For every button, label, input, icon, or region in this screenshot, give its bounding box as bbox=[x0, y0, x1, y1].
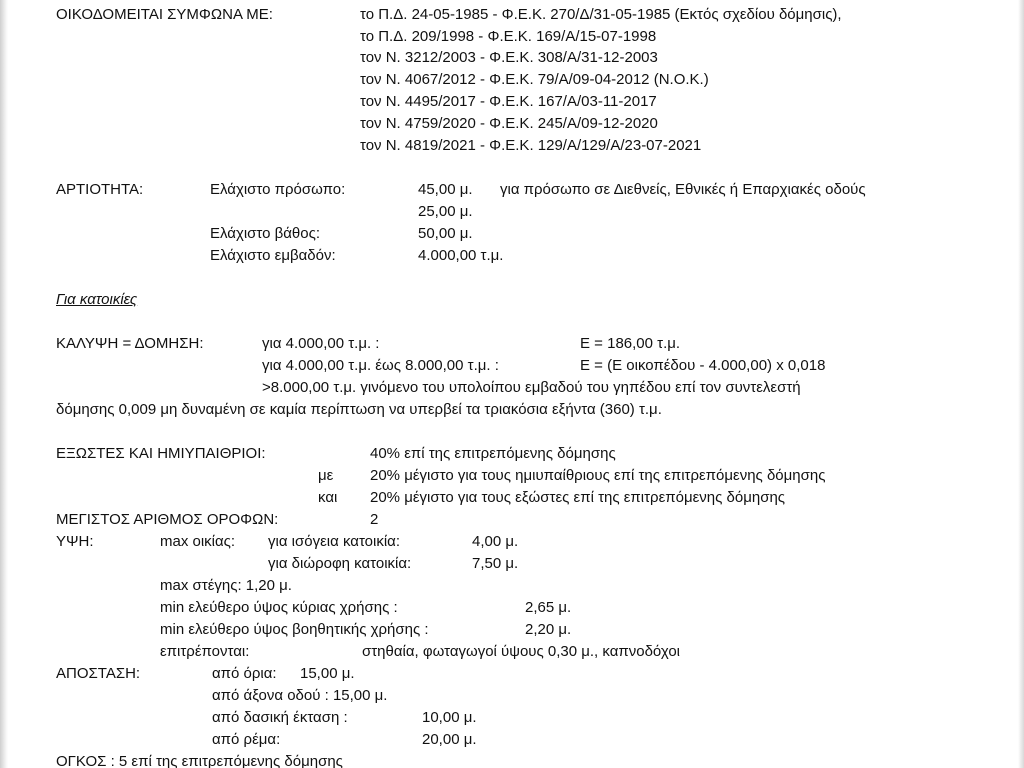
balconies-label: ΕΞΩΣΤΕΣ ΚΑΙ ΗΜΙΥΠΑΙΘΡΙΟΙ: bbox=[56, 445, 266, 462]
forest-label: από δασική έκταση : bbox=[212, 709, 348, 726]
coverage-condition-1: για 4.000,00 τ.μ. : bbox=[262, 335, 380, 352]
borders-value: 15,00 μ. bbox=[300, 665, 355, 682]
law-line: το Π.Δ. 24-05-1985 - Φ.Ε.Κ. 270/Δ/31-05-1985 (Εκτός σχεδίου δόμησις), bbox=[360, 6, 842, 23]
max-roof: max στέγης: 1,20 μ. bbox=[160, 577, 292, 594]
height-label: ΥΨΗ: bbox=[56, 533, 94, 550]
two-storey-label: για διώροφη κατοικία: bbox=[268, 555, 412, 572]
frontage-label: Ελάχιστο πρόσωπο: bbox=[210, 181, 346, 198]
artiotita-label: ΑΡΤΙΟΤΗΤΑ: bbox=[56, 181, 144, 198]
coverage-condition-3: >8.000,00 τ.μ. γινόμενο του υπολοίπου εμβαδού του γηπέδου επί τον συντελεστή bbox=[262, 379, 801, 396]
balconies-line-3: 20% μέγιστο για τους εξώστες επί της επιτρεπόμενης δόμησης bbox=[370, 489, 786, 506]
balconies-line-2: 20% μέγιστο για τους ημιυπαίθριους επί της επιτρεπόμενης δόμησης bbox=[370, 467, 826, 484]
law-line: τον Ν. 3212/2003 - Φ.Ε.Κ. 308/Α/31-12-2003 bbox=[360, 49, 658, 66]
ground-floor-label: για ισόγεια κατοικία: bbox=[268, 533, 401, 550]
road-axis-distance: από άξονα οδού : 15,00 μ. bbox=[212, 687, 388, 704]
allowed-value: στηθαία, φωταγωγοί ύψους 0,30 μ., καπνοδόχοι bbox=[362, 643, 681, 660]
law-line: τον Ν. 4819/2021 - Φ.Ε.Κ. 129/Α/129/Α/23-07-2021 bbox=[360, 137, 702, 154]
coverage-continuation: δόμησης 0,009 μη δυναμένη σε καμία περίπτωση να υπερβεί τα τριακόσια εξήντα (360) τ.μ. bbox=[56, 401, 662, 418]
floors-value: 2 bbox=[370, 511, 379, 528]
area-label: Ελάχιστο εμβαδόν: bbox=[210, 247, 336, 264]
balconies-conj-2: με bbox=[318, 467, 334, 484]
frontage-value: 45,00 μ. bbox=[418, 181, 473, 198]
balconies-conj-3: και bbox=[318, 489, 338, 506]
min-main-height-label: min ελεύθερο ύψος κύριας χρήσης : bbox=[160, 599, 398, 616]
depth-label: Ελάχιστο βάθος: bbox=[210, 225, 321, 242]
forest-value: 10,00 μ. bbox=[422, 709, 477, 726]
frontage-value-2: 25,00 μ. bbox=[418, 203, 473, 220]
depth-value: 50,00 μ. bbox=[418, 225, 473, 242]
law-line: τον Ν. 4495/2017 - Φ.Ε.Κ. 167/Α/03-11-2017 bbox=[360, 93, 657, 110]
min-main-height-value: 2,65 μ. bbox=[525, 599, 572, 616]
floors-label: ΜΕΓΙΣΤΟΣ ΑΡΙΘΜΟΣ ΟΡΟΦΩΝ: bbox=[56, 511, 279, 528]
allowed-label: επιτρέπονται: bbox=[160, 643, 250, 660]
coverage-formula-2: Ε = (Ε οικοπέδου - 4.000,00) x 0,018 bbox=[580, 357, 826, 374]
volume-line: ΟΓΚΟΣ : 5 επί της επιτρεπόμενης δόμησης bbox=[56, 753, 343, 768]
law-line: τον Ν. 4759/2020 - Φ.Ε.Κ. 245/Α/09-12-2020 bbox=[360, 115, 658, 132]
min-aux-height-value: 2,20 μ. bbox=[525, 621, 572, 638]
area-value: 4.000,00 τ.μ. bbox=[418, 247, 504, 264]
coverage-formula-1: Ε = 186,00 τ.μ. bbox=[580, 335, 681, 352]
coverage-label: ΚΑΛΥΨΗ = ΔΟΜΗΣΗ: bbox=[56, 335, 204, 352]
balconies-line-1: 40% επί της επιτρεπόμενης δόμησης bbox=[370, 445, 616, 462]
law-line: τον Ν. 4067/2012 - Φ.Ε.Κ. 79/Α/09-04-2012 (Ν.Ο.Κ.) bbox=[360, 71, 709, 88]
scan-edge-right bbox=[1018, 0, 1024, 768]
coverage-condition-2: για 4.000,00 τ.μ. έως 8.000,00 τ.μ. : bbox=[262, 357, 499, 374]
distance-label: ΑΠΟΣΤΑΣΗ: bbox=[56, 665, 141, 682]
min-aux-height-label: min ελεύθερο ύψος βοηθητικής χρήσης : bbox=[160, 621, 429, 638]
max-house-label: max οικίας: bbox=[160, 533, 236, 550]
scan-edge-left bbox=[0, 0, 8, 768]
two-storey-value: 7,50 μ. bbox=[472, 555, 519, 572]
residences-heading: Για κατοικίες bbox=[56, 291, 138, 308]
borders-label: από όρια: bbox=[212, 665, 277, 682]
stream-value: 20,00 μ. bbox=[422, 731, 477, 748]
ground-floor-value: 4,00 μ. bbox=[472, 533, 519, 550]
construction-label: ΟΙΚΟΔΟΜΕΙΤΑΙ ΣΥΜΦΩΝΑ ΜΕ: bbox=[56, 6, 273, 23]
stream-label: από ρέμα: bbox=[212, 731, 281, 748]
frontage-note: για πρόσωπο σε Διεθνείς, Εθνικές ή Επαρχιακές οδούς bbox=[500, 181, 866, 198]
law-line: το Π.Δ. 209/1998 - Φ.Ε.Κ. 169/Α/15-07-1998 bbox=[360, 28, 657, 45]
